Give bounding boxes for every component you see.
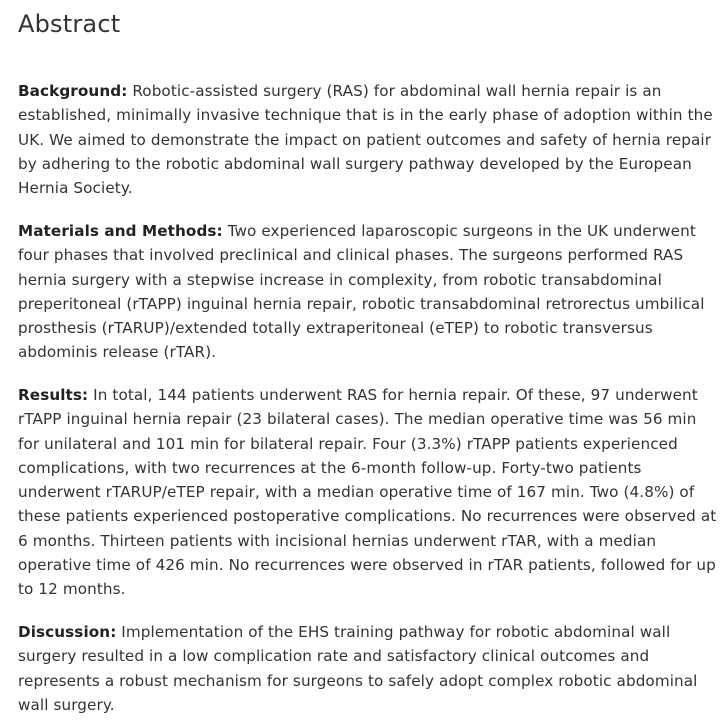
methods-text: Two experienced laparoscopic surgeons in the UK underwent four phases that involved preclinical and clinical phases. The surgeons performed RAS hernia surgery with a stepwise increase in complexity, from robotic transabdominal preperitoneal (rTAPP) inguinal hernia repair, robotic transabdominal retrorectus umbilical prosthesis (rTARUP)/extended totally extraperitoneal (eTEP) to robotic transversus abdominis release (rTAR).: [18, 222, 705, 362]
results-text: In total, 144 patients underwent RAS for hernia repair. Of these, 97 underwent rTAPP inguinal hernia repair (23 bilateral cases). The median operative time was 56 min for unilateral and 101 min for bilateral repair. Four (3.3%) rTAPP patients experienced complications, with two recurrences at the 6-month follow-up. Forty-two patients underwent rTARUP/eTEP repair, with a median operative time of 167 min. Two (4.8%) of these patients experienced postoperative complications. No recurrences were observed at 6 months. Thirteen patients with incisional hernias underwent rTAR, with a median operative time of 426 min. No recurrences were observed in rTAR patients, followed for up to 12 months.: [18, 386, 717, 599]
abstract-heading: Abstract: [18, 10, 121, 38]
background-label: Background:: [18, 82, 128, 100]
results-label: Results:: [18, 386, 89, 404]
results-paragraph: [18, 383, 718, 602]
discussion-text: Implementation of the EHS training pathway for robotic abdominal wall surgery resulted in a low complication rate and satisfactory clinical outcomes and represents a robust mechanism for surgeons to safely adopt complex robotic abdominal wall surgery.: [18, 623, 698, 714]
discussion-label: Discussion:: [18, 623, 117, 641]
background-text: Robotic-assisted surgery (RAS) for abdominal wall hernia repair is an established, minimally invasive technique that is in the early phase of adoption within the UK. We aimed to demonstrate the impact on patient outcomes and safety of hernia repair by adhering to the robotic abdominal wall surgery pathway developed by the European Hernia Society.: [18, 82, 713, 198]
methods-label: Materials and Methods:: [18, 222, 223, 240]
discussion-paragraph: [18, 620, 718, 717]
methods-paragraph: [18, 219, 718, 365]
background-paragraph: [18, 79, 718, 200]
